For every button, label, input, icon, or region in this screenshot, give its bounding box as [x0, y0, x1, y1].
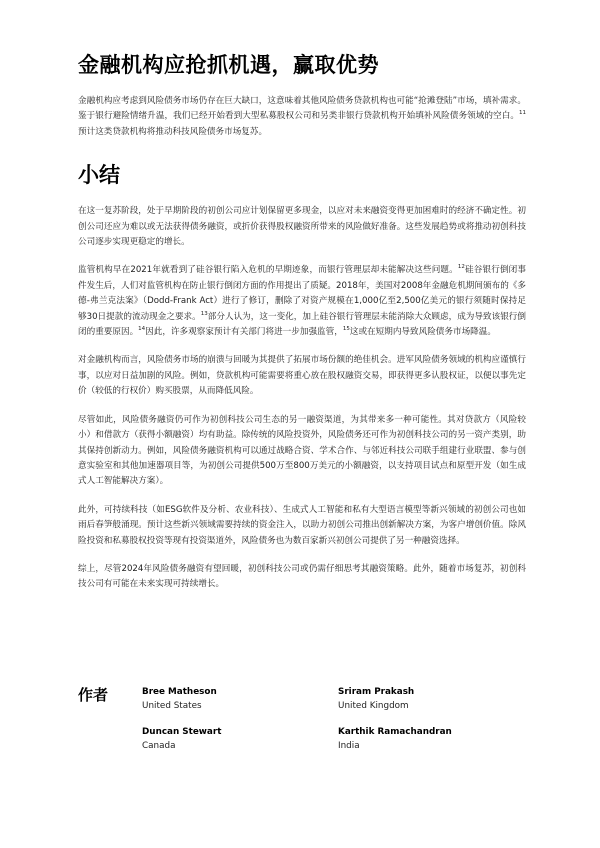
author-card — [338, 726, 528, 753]
paragraph-summary-4: 尽管如此，风险债务融资仍可作为初创科技公司生态的另一融资渠道，为其带来多一种可能性。其对贷款方（风险较小）和借款方（获得小额融资）均有助益。除传统的风险投资外，风险债务还可作为初创科技公司的另一资产类别，助其保持创新动力。例如，风险债务融资机构可以通过战略合资、学术合作、与邻近科技公司联手组建行业联盟、参与创意实验室和其他加速器项目等，为初创公司提供500万至800万美元的小额融资，以支持项目试点和原型开发（如生成式人工智能解决方案）。 — [78, 414, 526, 487]
footnote-ref: 15 — [342, 326, 350, 333]
author-name: Karthik Ramachandran — [338, 727, 452, 737]
footnote-ref: 12 — [457, 264, 465, 271]
author-name: Sriram Prakash — [338, 687, 415, 697]
authors-heading: 作者 — [78, 686, 109, 704]
footnote-ref: 14 — [138, 326, 146, 333]
footnote-ref: 13 — [200, 310, 208, 317]
author-card — [142, 686, 332, 713]
author-country: Canada — [142, 741, 176, 751]
paragraph-opportunity: 金融机构应考虑到风险债务市场仍存在巨大缺口，这意味着其他风险债务贷款机构也可能“抢滩登陆”市场，填补需求。鉴于银行避险情绪升温，我们已经开始看到大型私募股权公司和另类非银行贷款机构开始填补风险债务领域的空白。$^{11}$预计这类贷款机构将推动科技风险债务市场复苏。 — [78, 96, 526, 137]
article-body — [78, 50, 526, 593]
paragraph-summary-5: 此外，可持续科技（如ESG软件及分析、农业科技）、生成式人工智能和私有大型语言模型等新兴领域的初创公司也如雨后春笋般涌现。预计这些新兴领域需要持续的资金注入，以助力初创公司推出创新解决方案，为客户增创价值。除风险投资和私募股权投资等现有投资渠道外，风险债务也为数百家新兴初创公司提供了另一种融资选择。 — [78, 504, 526, 546]
paragraph-summary-3: 对金融机构而言，风险债务市场的崩溃与回暖为其提供了拓展市场份额的绝佳机会。进军风险债务领域的机构应谨慎行事，以应对日益加剧的风险。例如，贷款机构可能需要将重心放在股权融资交易，即获得更多认股权证，以便以事先定价（较低的行权价）购买股票，从而降低风险。 — [78, 355, 526, 397]
paragraph-summary-1: 在这一复苏阶段，处于早期阶段的初创公司应计划保留更多现金，以应对未来融资变得更加困难时的经济不确定性。初创公司还应为难以或无法获得债务融资，或折价获得股权融资所带来的风险做好准备。这些发展趋势或将推动初创科技公司逐步实现更稳定的增长。 — [78, 206, 526, 248]
author-name: Duncan Stewart — [142, 727, 222, 737]
author-country: India — [338, 741, 360, 751]
author-card — [338, 686, 528, 713]
section-title-opportunity: 金融机构应抢抓机遇，赢取优势 — [78, 53, 379, 77]
author-country: United Kingdom — [338, 701, 409, 711]
author-name: Bree Matheson — [142, 687, 217, 697]
paragraph-summary-2: 监管机构早在2021年就看到了硅谷银行陷入危机的早期迹象，而银行管理层却未能解决这些问题。$^{12}$硅谷银行倒闭事件发生后，人们对监管机构在防止银行倒闭方面的作用提出了质疑。2018年，美国对2008年金融危机期间颁布的《多德-弗兰克法案》（Dodd-Frank Act）进行了修订，删除了对资产规模在1,000亿至2,500亿美元的银行须随时保持足够30日提款的流动现金之要求。$^{13}$部分人认为，这一变化，加上硅谷银行管理层未能消除大众顾虑，成为导致该银行倒闭的重要原因。$^{14}$因此，许多观察家预计有关部门将进一步加强监管，$^{15}$这或在短期内导致风险债务市场降温。 — [78, 264, 526, 338]
author-card — [142, 726, 332, 753]
author-country: United States — [142, 701, 202, 711]
paragraph-summary-6: 综上，尽管2024年风险债务融资有望回暖，初创科技公司或仍需仔细思考其融资策略。此外，随着市场复苏，初创科技公司有可能在未来实现可持续增长。 — [78, 563, 526, 590]
section-title-summary: 小结 — [78, 163, 120, 188]
footnote-ref: 11 — [519, 110, 526, 117]
